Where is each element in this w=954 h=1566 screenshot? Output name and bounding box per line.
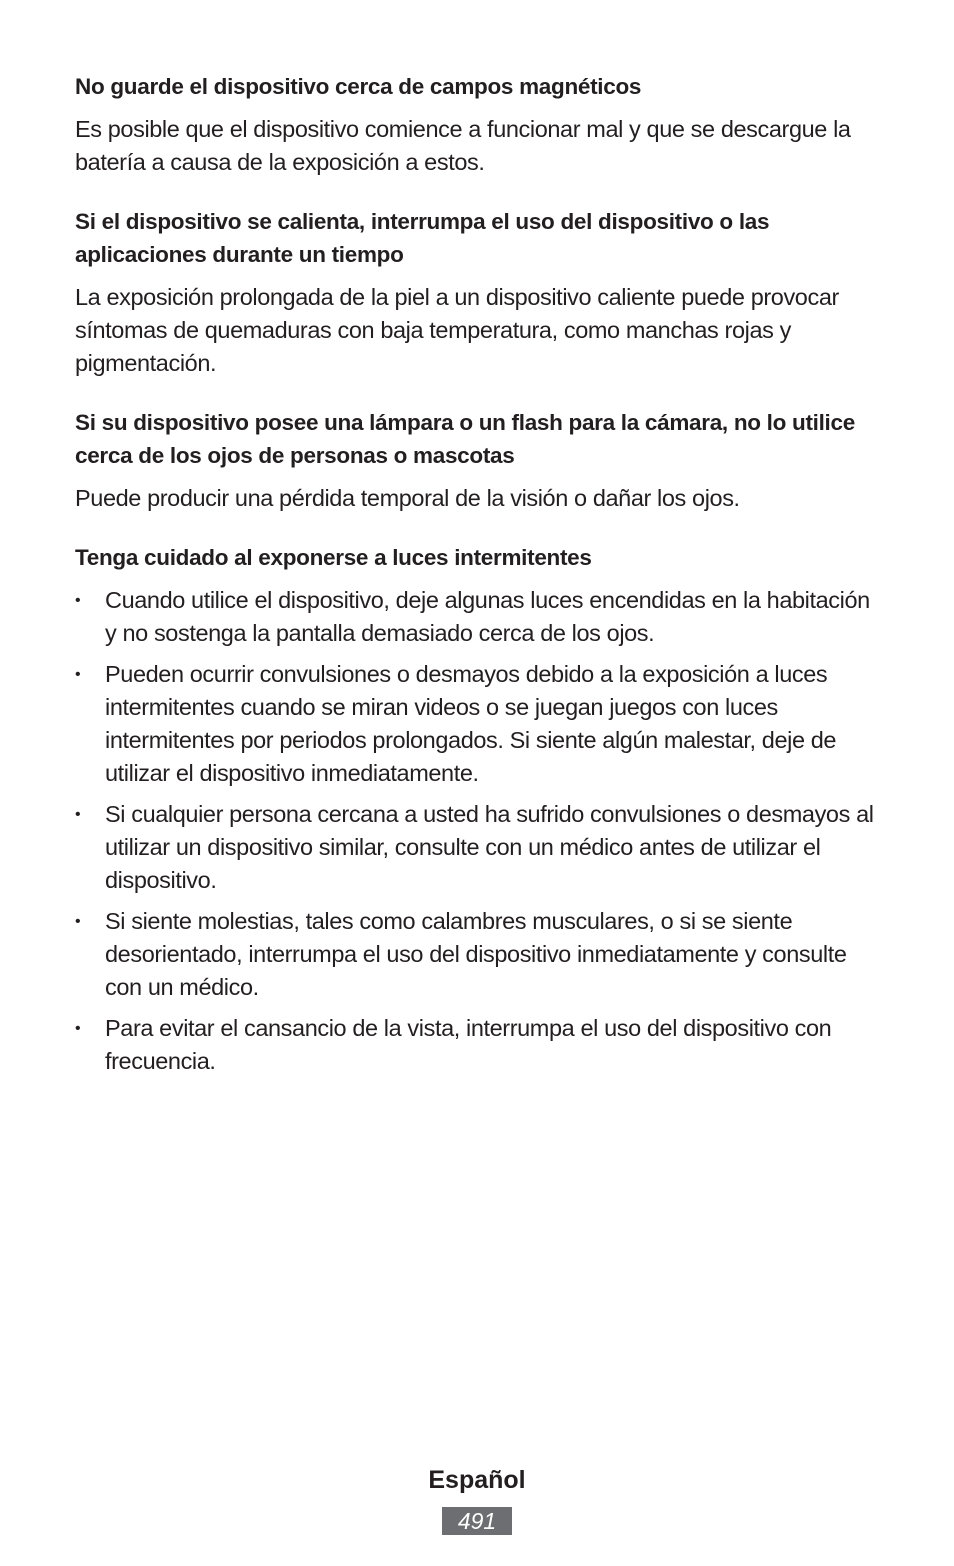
list-item-text: Si siente molestias, tales como calambres musculares, o si se siente desorientado, interrumpa el uso del dispositivo inmediatamente y consulte con un médico. — [105, 908, 847, 1000]
section-body-overheating: La exposición prolongada de la piel a un dispositivo caliente puede provocar síntomas de quemaduras con baja temperatura, como manchas rojas y pigmentación. — [75, 284, 839, 376]
list-item-text: Cuando utilice el dispositivo, deje algunas luces encendidas en la habitación y no sostenga la pantalla demasiado cerca de los ojos. — [105, 587, 870, 646]
document-content — [75, 70, 875, 1086]
list-item-text: Pueden ocurrir convulsiones o desmayos debido a la exposición a luces intermitentes cuando se miran videos o se juegan juegos con luces intermitentes por periodos prolongados. Si siente algún malestar, deje de utilizar el dispositivo inmediatamente. — [105, 661, 837, 786]
bullet-icon: • — [75, 666, 81, 683]
section-body-flash: Puede producir una pérdida temporal de la visión o dañar los ojos. — [75, 485, 740, 511]
page-number-badge: 491 — [442, 1507, 512, 1535]
list-item-text: Si cualquier persona cercana a usted ha sufrido convulsiones o desmayos al utilizar un dispositivo similar, consulte con un médico antes de utilizar el dispositivo. — [105, 801, 874, 893]
section-body-magnetic: Es posible que el dispositivo comience a funcionar mal y que se descargue la batería a causa de la exposición a estos. — [75, 116, 851, 175]
bullet-icon: • — [75, 913, 81, 930]
list-item — [75, 798, 875, 897]
list-item — [75, 1012, 875, 1078]
bullet-icon: • — [75, 806, 81, 823]
list-item — [75, 584, 875, 650]
footer-language: Español — [428, 1466, 526, 1494]
section-heading-overheating: Si el dispositivo se calienta, interrumpa el uso del dispositivo o las aplicaciones durante un tiempo — [75, 209, 770, 267]
section-heading-flash: Si su dispositivo posee una lámpara o un flash para la cámara, no lo utilice cerca de los ojos de personas o mascotas — [75, 410, 855, 468]
bullet-icon: • — [75, 1020, 81, 1037]
list-item — [75, 658, 875, 790]
section-heading-magnetic: No guarde el dispositivo cerca de campos magnéticos — [75, 74, 642, 99]
section-heading-flashing-lights: Tenga cuidado al exponerse a luces intermitentes — [75, 545, 592, 570]
bullet-icon: • — [75, 592, 81, 609]
list-item — [75, 905, 875, 1004]
flashing-lights-list — [75, 584, 875, 1078]
list-item-text: Para evitar el cansancio de la vista, interrumpa el uso del dispositivo con frecuencia. — [105, 1015, 832, 1074]
